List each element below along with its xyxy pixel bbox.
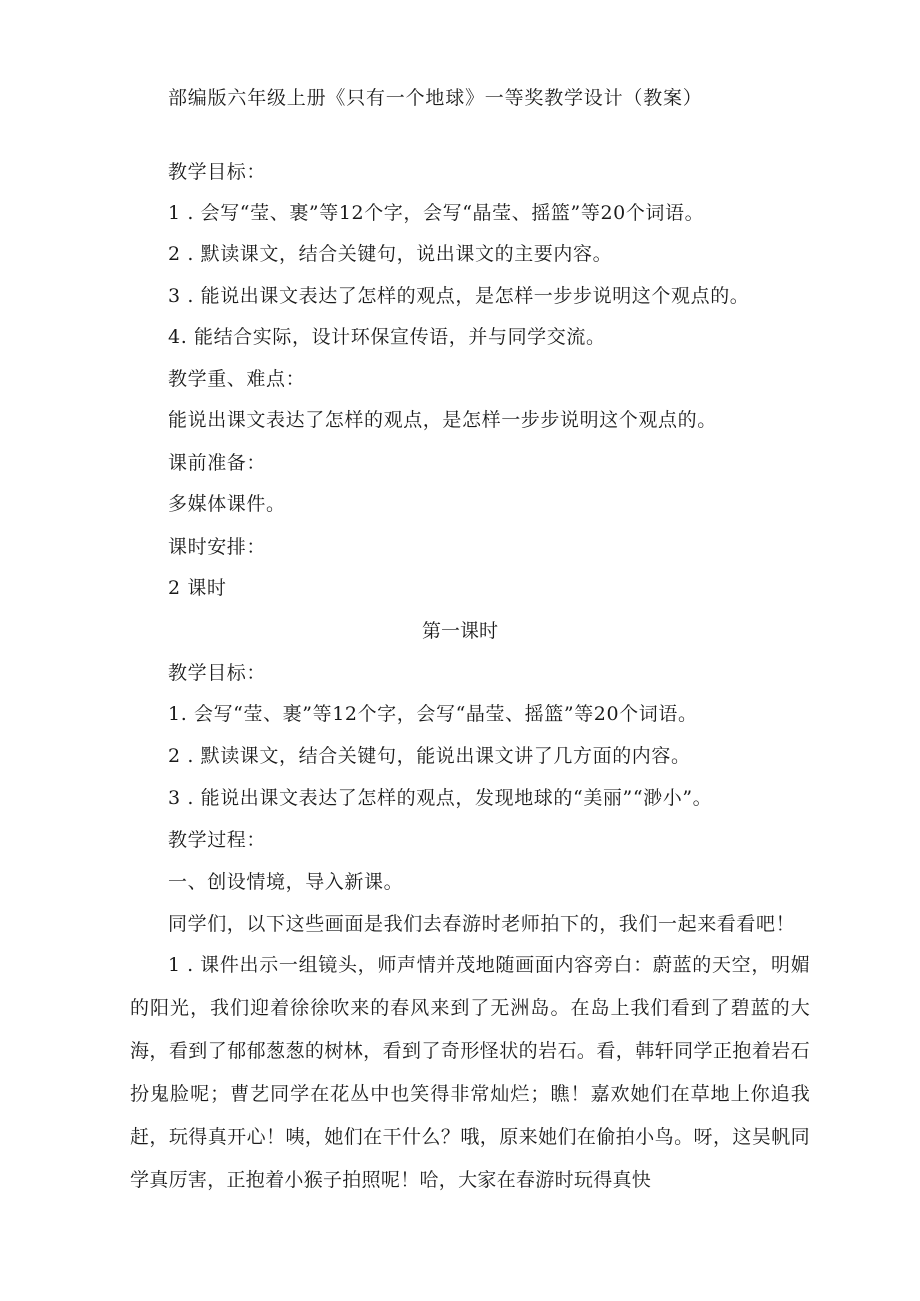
lesson-one-objective-2: 2 . 默读课文，结合关键句，能说出课文讲了几方面的内容。	[168, 745, 691, 767]
document-title: 部编版六年级上册《只有一个地球》一等奖教学设计（教案）	[168, 87, 703, 109]
objective-item-2: 2 . 默读课文，结合关键句，说出课文的主要内容。	[168, 243, 613, 265]
objective-item-3: 3 . 能说出课文表达了怎样的观点，是怎样一步步说明这个观点的。	[168, 285, 750, 307]
schedule-text: 2 课时	[168, 577, 227, 599]
lesson-one-objective-3: 3 . 能说出课文表达了怎样的观点，发现地球的“美丽”“渺小”。	[168, 787, 713, 809]
section-label-schedule: 课时安排：	[168, 536, 267, 558]
narration-rest: 明媚的阳光，我们迎着徐徐吹来的春风来到了无洲岛。在岛上我们看到了碧蓝的大海，看到了郁郁葱葱的树林，看到了奇形怪状的岩石。看，韩轩同学正抱着岩石扮鬼脸呢；曹艺同学在花丛中也笑得非常灿烂；瞧！嘉欢她们在草地上你追我赶，玩得真开心！咦，她们在干什么？哦，原来她们在偷拍小鸟。呀，这吴帆同学真厉害，正抱着小猴子拍照呢！哈，大家在春游时玩得真快	[130, 954, 810, 1191]
intro-sentence: 同学们，以下这些画面是我们去春游时老师拍下的，我们一起来看看吧！	[168, 913, 796, 935]
section-heading-lesson-one: 第一课时	[421, 620, 498, 642]
process-step-1-heading: 一、创设情境，导入新课。	[168, 871, 404, 893]
section-label-objectives: 教学目标：	[168, 161, 267, 183]
objective-item-4: 4. 能结合实际，设计环保宣传语，并与同学交流。	[168, 326, 606, 348]
section-label-key-points: 教学重、难点：	[168, 368, 306, 390]
section-label-process: 教学过程：	[168, 829, 267, 851]
narration-paragraph	[130, 944, 810, 1202]
lesson-one-objective-1: 1. 会写“莹、裹”等12个字，会写“晶莹、摇篮”等20个词语。	[168, 703, 698, 725]
section-label-preparation: 课前准备：	[168, 452, 267, 474]
key-points-text: 能说出课文表达了怎样的观点，是怎样一步步说明这个观点的。	[168, 409, 717, 431]
objective-item-1: 1 . 会写“莹、裹”等12个字，会写“晶莹、摇篮”等20个词语。	[168, 202, 705, 224]
narration-first-line: 1 . 课件出示一组镜头，师声情并茂地随画面内容旁白：蔚蓝的天空，	[168, 954, 772, 976]
preparation-text: 多媒体课件。	[168, 493, 286, 515]
lesson-one-objectives-label: 教学目标：	[168, 662, 267, 684]
